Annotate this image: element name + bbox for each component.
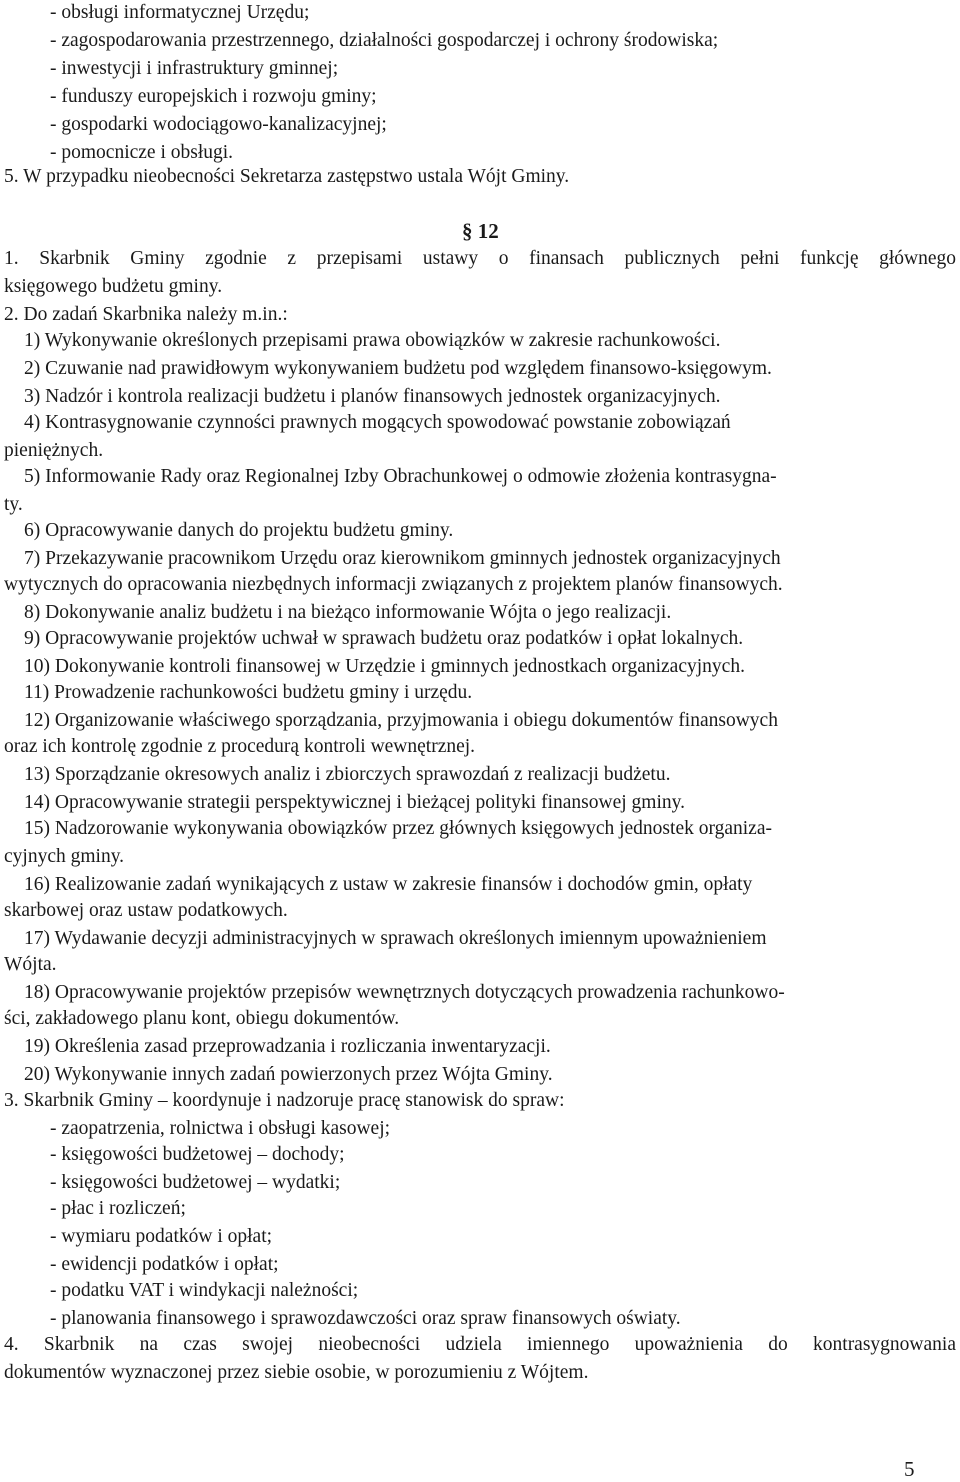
list-item: - księgowości budżetowej – wydatki; bbox=[50, 1172, 341, 1193]
list-item: 1) Wykonywanie określonych przepisami prawa obowiązków w zakresie rachunkowości. bbox=[24, 330, 721, 351]
text-line: 3. Skarbnik Gminy – koordynuje i nadzoruje pracę stanowisk do spraw: bbox=[4, 1090, 565, 1111]
text-line: - pomocnicze i obsługi. bbox=[50, 142, 234, 163]
list-item: 14) Opracowywanie strategii perspektywicznej i bieżącej polityki finansowej gminy. bbox=[24, 792, 685, 813]
list-item: 2) Czuwanie nad prawidłowym wykonywaniem budżetu pod względem finansowo-księgowym. bbox=[24, 358, 772, 379]
paragraph-heading: § 12 bbox=[462, 219, 499, 243]
list-item: ty. bbox=[4, 494, 23, 515]
list-item: Wójta. bbox=[4, 954, 57, 975]
text-line: - funduszy europejskich i rozwoju gminy; bbox=[50, 86, 377, 107]
list-item: pieniężnych. bbox=[4, 440, 104, 461]
list-item: 8) Dokonywanie analiz budżetu i na bieżąco informowanie Wójta o jego realizacji. bbox=[24, 602, 672, 623]
text-line: 2. Do zadań Skarbnika należy m.in.: bbox=[4, 304, 288, 325]
list-item: 6) Opracowywanie danych do projektu budżetu gminy. bbox=[24, 520, 454, 541]
list-item: 11) Prowadzenie rachunkowości budżetu gminy i urzędu. bbox=[24, 682, 473, 703]
list-item: 4) Kontrasygnowanie czynności prawnych mogących spowodować powstanie zobowiązań bbox=[24, 412, 731, 433]
text-line: 4. Skarbnik na czas swojej nieobecności udziela imiennego upoważnienia do kontrasygnowania bbox=[4, 1334, 956, 1355]
list-item: - podatku VAT i windykacji należności; bbox=[50, 1280, 359, 1301]
list-item: - płac i rozliczeń; bbox=[50, 1198, 186, 1219]
text-line: 1. Skarbnik Gminy zgodnie z przepisami ustawy o finansach publicznych pełni funkcję głównego bbox=[4, 248, 956, 269]
text-line: dokumentów wyznaczonej przez siebie osobie, w porozumieniu z Wójtem. bbox=[4, 1362, 589, 1383]
list-item: 20) Wykonywanie innych zadań powierzonych przez Wójta Gminy. bbox=[24, 1064, 553, 1085]
list-item: ści, zakładowego planu kont, obiegu dokumentów. bbox=[4, 1008, 400, 1029]
list-item: 16) Realizowanie zadań wynikających z ustaw w zakresie finansów i dochodów gmin, opłaty bbox=[24, 874, 753, 895]
list-item: 5) Informowanie Rady oraz Regionalnej Izby Obrachunkowej o odmowie złożenia kontrasygna- bbox=[24, 466, 777, 487]
list-item: - wymiaru podatków i opłat; bbox=[50, 1226, 273, 1247]
list-item: 12) Organizowanie właściwego sporządzania, przyjmowania i obiegu dokumentów finansowych bbox=[24, 710, 778, 731]
list-item: 19) Określenia zasad przeprowadzania i rozliczania inwentaryzacji. bbox=[24, 1036, 551, 1057]
list-item: 15) Nadzorowanie wykonywania obowiązków przez głównych księgowych jednostek organiza- bbox=[24, 818, 772, 839]
list-item: oraz ich kontrolę zgodnie z procedurą kontroli wewnętrznej. bbox=[4, 736, 476, 757]
page-number: 5 bbox=[904, 1457, 915, 1481]
list-item: cyjnych gminy. bbox=[4, 846, 125, 867]
list-item: - ewidencji podatków i opłat; bbox=[50, 1254, 279, 1275]
text-line: - obsługi informatycznej Urzędu; bbox=[50, 2, 310, 23]
list-item: 10) Dokonywanie kontroli finansowej w Urzędzie i gminnych jednostkach organizacyjnych. bbox=[24, 656, 745, 677]
list-item: 13) Sporządzanie okresowych analiz i zbiorczych sprawozdań z realizacji budżetu. bbox=[24, 764, 671, 785]
text-line: księgowego budżetu gminy. bbox=[4, 276, 223, 297]
list-item: - planowania finansowego i sprawozdawczości oraz spraw finansowych oświaty. bbox=[50, 1308, 681, 1329]
list-item: - księgowości budżetowej – dochody; bbox=[50, 1144, 345, 1165]
list-item: 17) Wydawanie decyzji administracyjnych w sprawach określonych imiennym upoważnieniem bbox=[24, 928, 767, 949]
text-line: - inwestycji i infrastruktury gminnej; bbox=[50, 58, 339, 79]
list-item: wytycznych do opracowania niezbędnych informacji związanych z projektem planów finansowych. bbox=[4, 574, 783, 595]
list-item: 9) Opracowywanie projektów uchwał w sprawach budżetu oraz podatków i opłat lokalnych. bbox=[24, 628, 744, 649]
list-item: 7) Przekazywanie pracownikom Urzędu oraz kierownikom gminnych jednostek organizacyjnych bbox=[24, 548, 781, 569]
text-line: 5. W przypadku nieobecności Sekretarza zastępstwo ustala Wójt Gminy. bbox=[4, 166, 570, 187]
list-item: skarbowej oraz ustaw podatkowych. bbox=[4, 900, 288, 921]
list-item: 3) Nadzór i kontrola realizacji budżetu i planów finansowych jednostek organizacyjnych. bbox=[24, 386, 721, 407]
list-item: - zaopatrzenia, rolnictwa i obsługi kasowej; bbox=[50, 1118, 391, 1139]
text-line: - gospodarki wodociągowo-kanalizacyjnej; bbox=[50, 114, 387, 135]
list-item: 18) Opracowywanie projektów przepisów wewnętrznych dotyczących prowadzenia rachunkowo- bbox=[24, 982, 785, 1003]
text-line: - zagospodarowania przestrzennego, działalności gospodarczej i ochrony środowiska; bbox=[50, 30, 719, 51]
